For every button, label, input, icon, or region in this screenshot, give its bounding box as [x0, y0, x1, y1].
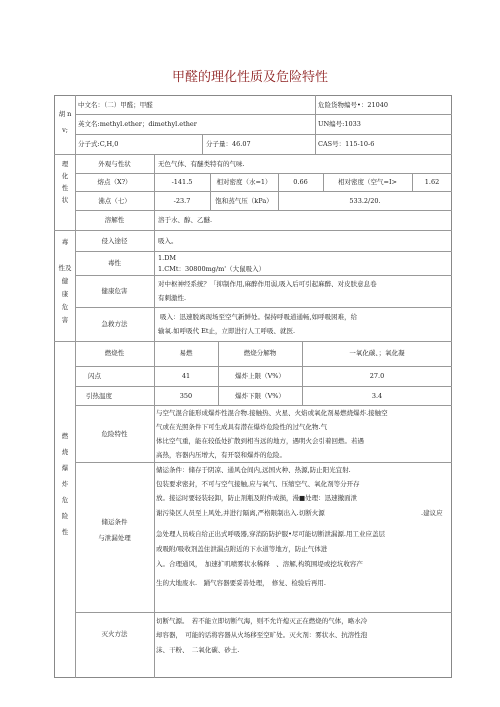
health-hazard-line-2: 有刺激性.: [158, 294, 187, 302]
hazard-line-2: 气或在光照条件下可生成具有潜在爆炸危险性的过气化物.气: [156, 423, 328, 431]
un-number: UN编号:1033: [318, 120, 361, 128]
melting-point-label: 熔点（X?）: [97, 178, 132, 186]
rule: [75, 612, 452, 613]
rule: [315, 95, 316, 154]
solubility-label: 溶解性: [104, 216, 125, 224]
rule: [54, 230, 452, 231]
storage-line-4: 谢污染区人员至上风处,并进行隔离,严格限制出入.切断火源: [156, 509, 325, 517]
flash-point-label: 闪点: [88, 372, 101, 380]
chinese-name: 中文名：（二）甲醛；甲醛: [78, 101, 153, 109]
lower-explosive-limit-value: 3.4: [371, 392, 383, 400]
hazard-goods-number: 危险货物编号•：21040: [318, 101, 389, 109]
rel-density-air-label: 相对密度（空气=I>: [338, 178, 397, 186]
storage-line-1: 储运条件：储存于阴凉、通风仓间内,远国火种、热源,防止阳光宜射.: [156, 466, 351, 474]
route-value: 吸入。: [158, 237, 178, 245]
health-hazard-label: 健康危害: [101, 287, 128, 295]
storage-line-7: 入。合理通风， 加速扩叽喷雾状水稀释 、溶解,构筑围堤或挖坑收容产: [156, 560, 363, 568]
storage-line-6: 或吸附/吸收剂盖住泄漏点附近的下水道等地方，防止气体进: [156, 545, 328, 553]
storage-line-3: 放。接运时要轻装轻卸，防止剂瓶及附件成损，漫■处理：迅速撤面泄: [156, 494, 358, 502]
flammability-label: 燃烧性: [104, 349, 125, 357]
section-label-toxicity-b: 性及 健 康 危 害: [58, 264, 72, 324]
ignition-temp-value: 350: [179, 392, 193, 400]
rule: [154, 154, 155, 678]
rule: [75, 134, 452, 135]
boiling-point-value: -23.7: [173, 197, 191, 205]
extinguishing-line-2: 却容器， 可能的话将容器从火场移至空旷处。灭火剂：雾状水、抗溶性泡: [156, 631, 368, 639]
rule: [75, 307, 452, 308]
rule: [75, 366, 452, 367]
extinguishing-line-1: 切断气源。 若不能立即切断气海，则不允许熄灭正在燃烧的气体，略水冷: [156, 617, 368, 625]
rule: [75, 191, 452, 192]
rule: [54, 154, 452, 155]
toxicity-ld50: 1.DM: [158, 254, 177, 262]
section-label-toxicity-a: 毒: [61, 238, 69, 246]
page-title: 甲醛的理化性质及危险特性: [171, 70, 328, 85]
cas-number: CAS号：115-10-6: [318, 140, 375, 148]
rule: [75, 114, 452, 115]
first-aid-line-1: 吸入：迅速脱离现场至空气新鲜处。保持呼吸道通畅,如呼吸困难，给: [160, 313, 358, 321]
vapor-pressure-value: 533.2/20.: [349, 197, 381, 205]
flash-point-value: 41: [181, 372, 191, 380]
hazard-line-3: 体比空气重，能在较低处扩散到相当远的地方，遇明火会引着回燃。若遇: [156, 437, 364, 445]
flammability-value: 易燃: [179, 349, 193, 357]
rel-density-water-value: 0.66: [293, 178, 308, 186]
extinguishing-label: 灭火方法: [101, 630, 128, 638]
storage-label-2: 与泄漏处理: [98, 534, 131, 542]
first-aid-line-2: 输氧.如呼吸代 Et止，立即进行人工呼吸、就医.: [158, 327, 296, 335]
hazard-line-4: 高热，容器内压增大，有开裂和爆炸的危险。: [156, 451, 286, 459]
toxicity-label: 毒性: [108, 259, 121, 267]
rule: [75, 386, 452, 387]
rule: [75, 251, 452, 252]
rule: [75, 210, 452, 211]
rel-density-air-value: 1.62: [424, 178, 440, 186]
storage-line-2: 包装要求密封，不可与空气接触,应与氧气、压缩空气、氧化剂等分开存: [156, 480, 360, 488]
appearance-label: 外观与性状: [98, 160, 131, 168]
extinguishing-line-3: 沫、干粉、 二氧化碳、砂土.: [156, 646, 240, 654]
storage-label-1: 储运条件: [101, 518, 128, 526]
upper-explosive-limit-label: 爆炸上限（V%）: [235, 372, 285, 380]
molecular-formula: 分子式:C,H,0: [78, 140, 119, 148]
appearance-value: 无色气体、有醚类特有的气味.: [158, 160, 245, 168]
hazard-line-1: 与空气混合能形成爆炸性混合物.接触热、火星、火焰或氧化剂易燃烧爆炸.接触空: [156, 409, 388, 417]
solubility-value: 溶于水、醇、乙醚.: [158, 216, 213, 224]
route-label: 侵入途径: [101, 237, 128, 245]
vapor-pressure-label: 饱和蒸气压（kPa）: [215, 197, 273, 205]
rule: [54, 341, 452, 342]
toxicity-lc50: 1.CMt：30800mg/m'（大鼠吸入）: [158, 265, 266, 273]
storage-line-8: 生的大地废水. 踊气容器要妥善处理， 修复、检验后再用.: [156, 579, 326, 587]
rel-density-water-label: 相对密度（水=1）: [216, 178, 272, 186]
hazard-properties-label: 危险特性: [101, 430, 128, 438]
first-aid-label: 急救方法: [101, 320, 128, 328]
decomposition-value: 一氧化碳、；氧化凝: [349, 349, 405, 357]
rule: [202, 134, 203, 154]
health-hazard-line-1: 对中枢神经系统？「抑制作用,麻醉作用弱,吸入后可引起麻醉、对皮肤意息卷: [158, 280, 377, 288]
rule: [75, 173, 452, 174]
melting-point-value: -141.5: [171, 178, 193, 186]
storage-line-5: 急处理人员岐自给正出式呼吸器,穿消防防护服•尽可能切断泄漏源.用工业应盖层: [156, 530, 385, 538]
rule: [75, 462, 452, 463]
lower-explosive-limit-label: 爆炸下限（V%）: [235, 392, 285, 400]
rule: [75, 275, 452, 276]
section-label-physchem: 理 化 性 状: [61, 160, 69, 204]
molecular-weight: 分子量：46.07: [206, 140, 251, 148]
boiling-point-label: 沸点（七）: [98, 197, 131, 205]
upper-explosive-limit-value: 27.0: [369, 372, 385, 380]
decomposition-label: 燃烧分解物: [243, 349, 277, 357]
section-label-identification: 胡 n v;: [58, 110, 72, 134]
storage-line-4-end: .建议应: [421, 509, 443, 517]
section-label-fire: 燃 烧 爆 炸 危 险 性: [61, 432, 69, 536]
ignition-temp-label: 引热温度: [86, 392, 112, 400]
rule: [75, 405, 452, 406]
english-name: 英文名:methyl.ether；dimethyl.ether: [78, 120, 197, 128]
